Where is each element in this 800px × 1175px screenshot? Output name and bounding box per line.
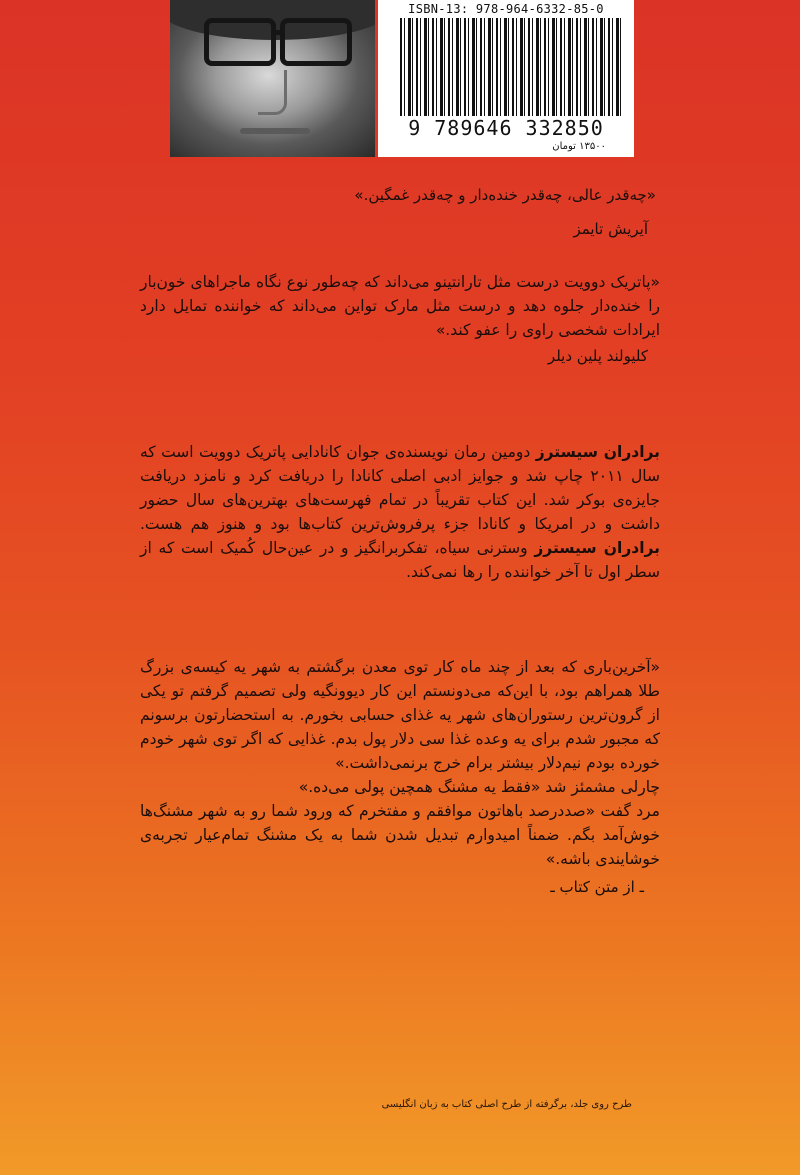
description-part-1: دومین رمان نویسنده‌ی جوان کانادایی پاتریک دوویت است که سال ۲۰۱۱ چاپ شد و جوایز ادبی اصلی کانادا را دریافت کرد و نامزد دریافت جایزه‌ی بوکر شد. این کتاب تقریباً در تمام فهرست‌های بهترین‌های سال حضور داشت و در امریکا و کانادا جزء پرفروش‌ترین کتاب‌ها بود و هنوز هم هست.: [140, 443, 661, 533]
quote-block-2: [140, 270, 660, 368]
cover-credit: طرح روی جلد، برگرفته از طرح اصلی کتاب به زبان انگلیسی: [381, 1099, 632, 1110]
barcode-bars: [400, 18, 622, 116]
isbn-label: ISBN-13: 978-964-6332-85-0: [408, 2, 604, 16]
isbn-number: 9 789646 332850: [408, 116, 604, 140]
quote-1-text: «چه‌قدر عالی، چه‌قدر خنده‌دار و چه‌قدر غمگین.»: [354, 186, 656, 204]
photo-nose: [258, 70, 287, 115]
quote-1-source: آیریش تایمز: [573, 220, 648, 238]
excerpt-paragraph-1: «آخرین‌باری که بعد از چند ماه کار توی معدن برگشتم به شهر یه کیسه‌ی بزرگ طلا همراهم بود، با این‌که می‌دونستم این کار دیوونگیه ولی تصمیم گرفتم تو یکی از گرون‌ترین رستوران‌های شهر یه غذای حسابی بخورم. به استحضارتون برسونم که مجبور شدم برای یه وعده غذا سی دلار پول بدم. غذایی که اگر توی شهر خودم خورده بودم نیم‌دلار بیشتر برام خرج برنمی‌داشت.»: [140, 658, 660, 772]
description-part-2: وسترنی سیاه، تفکربرانگیز و در عین‌حال کُمیک است که از سطر اول تا آخر خواننده را رها نمی‌کند.: [140, 539, 660, 581]
book-description: [140, 440, 660, 584]
book-title-bold: برادران سیسترز: [535, 443, 660, 461]
excerpt-paragraph-3: مرد گفت «صددرصد باهاتون موافقم و مفتخرم که ورود شما رو به شهر مشنگ‌ها خوش‌آمد بگم. ضمناً امیدوارم تبدیل شدن شما به یک مشنگ تمام‌عیار تجربه‌ی خوشایندی باشه.»: [140, 802, 660, 868]
quote-2-source: کلیولند پلین دیلر: [547, 347, 648, 365]
glasses-left-lens: [204, 18, 276, 66]
excerpt-source: ـ از متن کتاب ـ: [550, 878, 644, 896]
excerpt-paragraph-2: چارلی مشمئز شد «فقط یه مشنگ همچین پولی می‌ده.»: [298, 778, 660, 796]
quote-block-1: [140, 183, 660, 241]
barcode-box: [378, 0, 634, 157]
photo-mouth: [240, 128, 310, 134]
price-label: ۱۳۵۰۰ تومان: [552, 141, 606, 152]
author-photo: [170, 0, 375, 157]
book-title-bold-2: برادران سیسترز: [534, 539, 661, 557]
quote-2-text: «پاتریک دوویت درست مثل تارانتینو می‌داند که چه‌طور نوع نگاه ماجراهای خون‌بار را خنده‌دار جلوه دهد و درست مثل مارک تواین می‌داند که خواننده تمایل دارد ایرادات شخصی راوی را عفو کند.»: [140, 273, 660, 339]
glasses-right-lens: [280, 18, 352, 66]
description-paragraph: [140, 440, 660, 584]
book-excerpt: [140, 655, 660, 899]
